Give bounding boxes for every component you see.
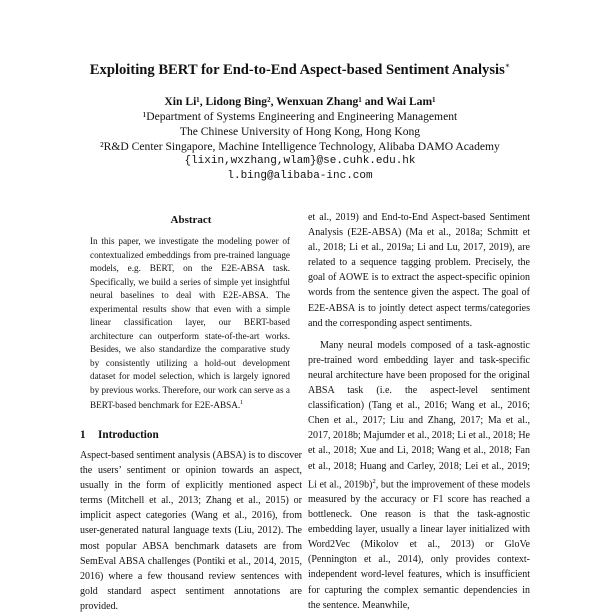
introduction-paragraph: Aspect-based sentiment analysis (ABSA) is to discover the users’ sentiment or opinion towards an aspect, usually in the form of explicitly mentioned aspect terms (Mitchell et al., 2013; Zhang et al., 2015) or implicit aspect categories (Wang et al., 2016), from user-generated natural language texts (Liu, 2012). The most popular ABSA benchmark datasets are from SemEval ABSA challenges (Pontiki et al., 2014, 2015, 2016) where a few thousand review sentences with gold standard aspect sentiment annotations are provided. [80,450,302,612]
section-heading-introduction [80,429,302,441]
abstract-footnote-mark: 1 [240,400,244,406]
author-block [0,94,600,184]
title-footnote-mark: ∗ [504,61,511,70]
email-alibaba: l.bing@alibaba-inc.com [227,170,373,182]
section-number: 1 [80,429,86,441]
affiliation-1-line-2: The Chinese University of Hong Kong, Hong Kong [179,125,421,138]
author-names: Xin Li¹, Lidong Bing², Wenxuan Zhang¹ and Wai Lam¹ [164,95,436,108]
right-paragraph-2: Many neural models composed of a task-agnostic pre-trained word embedding layer and task-specific neural architecture have been proposed for the original ABSA task (i.e. the aspect-level sentiment classification) (Tang et al., 2016; Wang et al., 2016; Chen et al., 2017; Liu and Zhang, 2017; Ma et al., 2017, 2018b; Majumder et al., 2018; Li et al., 2018; He et al., 2018; Xue and Li, 2018; Wang et al., 2018; Fan et al., 2018; Huang and Carley, 2018; Lei et al., 2019; Li et al., 2019b)$^2$, but the improvement of these models measured by the accuracy or F1 score has reached a bottleneck. One reason is that the task-agnostic embedding layer, usually a linear layer initialized with Word2Vec (Mikolov et al., 2013) or GloVe (Pennington et al., 2014), only provides context-independent word-level features, which is insufficient for capturing the complex semantic dependencies in the sentence. Meanwhile, [308,339,530,611]
right-paragraph-1: et al., 2019) and End-to-End Aspect-based Sentiment Analysis (E2E-ABSA) (Ma et al., 2018a; Schmitt et al., 2018; Li et al., 2019a; Li and Lu, 2017, 2019), are related to a sequence tagging problem. Precisely, the goal of AOWE is to extract the aspect-specific opinion words from the sentence given the aspect. The goal of E2E-ABSA is to jointly detect aspect terms/categories and the corresponding aspect sentiments. [308,212,530,329]
right-column [308,210,530,613]
paper-title: Exploiting BERT for End-to-End Aspect-based Sentiment Analysis∗ [89,61,511,78]
abstract-heading: Abstract [170,214,212,226]
section-title: Introduction [98,429,159,441]
affiliation-2: ²R&D Center Singapore, Machine Intelligence Technology, Alibaba DAMO Academy [100,140,500,153]
footnote-mark-2: 2 [372,477,376,485]
email-cuhk: {lixin,wxzhang,wlam}@se.cuhk.edu.hk [184,155,416,167]
affiliation-1-line-1: ¹Department of Systems Engineering and Engineering Management [142,110,458,123]
abstract-text: In this paper, we investigate the modeling power of contextualized embeddings from pre-trained language models, e.g. BERT, on the E2E-ABSA task. Specifically, we build a series of simple yet insightful neural baselines to deal with E2E-ABSA. The experimental results show that even with a simple linear classification layer, our BERT-based architecture can outperform state-of-the-art works. Besides, we also standardize the comparative study by consistently utilizing a hold-out development dataset for model selection, which is largely ignored by previous works. Therefore, our work can serve as a BERT-based benchmark for E2E-ABSA.$^1$ [90,236,290,411]
